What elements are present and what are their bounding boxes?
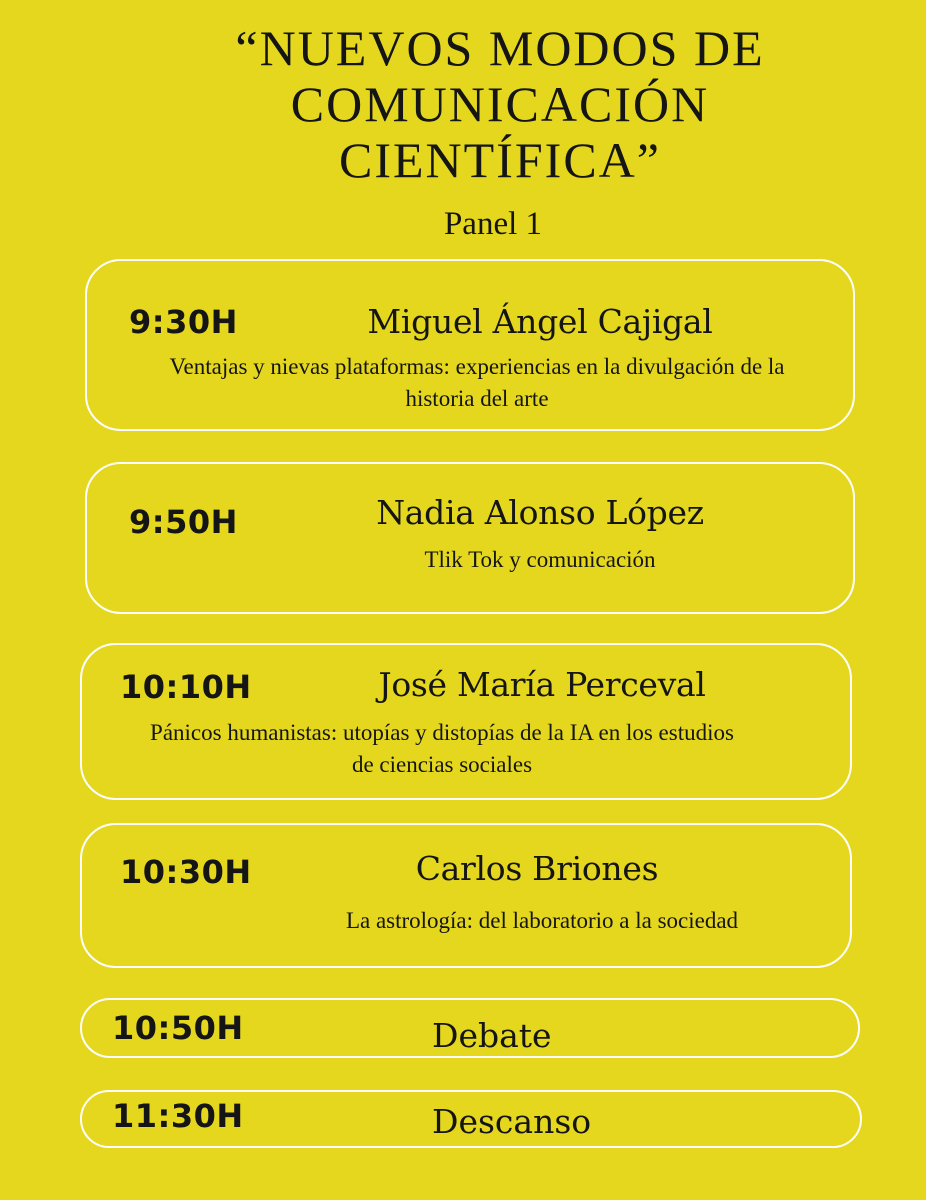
session-speaker: Carlos Briones xyxy=(415,849,659,888)
session-description-line-2: historia del arte xyxy=(405,386,549,411)
break-card xyxy=(80,1090,862,1148)
session-time: 9:30H xyxy=(129,303,238,341)
session-time: 11:30H xyxy=(112,1097,244,1135)
session-description: La astrología: del laboratorio a la sociedad xyxy=(345,908,739,933)
debate-label: Debate xyxy=(432,1016,552,1055)
session-time: 10:30H xyxy=(120,853,252,891)
session-card xyxy=(85,462,855,614)
session-speaker: Nadia Alonso López xyxy=(376,493,704,532)
session-description: Tlik Tok y comunicación xyxy=(424,547,656,572)
session-card xyxy=(80,823,852,968)
event-title xyxy=(190,20,810,188)
session-card xyxy=(80,643,852,800)
session-speaker: José María Perceval xyxy=(378,665,706,704)
session-description xyxy=(117,351,837,415)
session-description-line-2: de ciencias sociales xyxy=(351,752,533,777)
session-time: 10:50H xyxy=(112,1009,244,1047)
session-time: 9:50H xyxy=(129,503,238,541)
debate-card xyxy=(80,998,860,1058)
panel-label: Panel 1 xyxy=(443,206,543,242)
event-title-line-1: “NUEVOS MODOS DE xyxy=(235,20,765,76)
session-description-line-1: Pánicos humanistas: utopías y distopías de la IA en los estudios xyxy=(150,720,734,745)
break-label: Descanso xyxy=(432,1102,592,1141)
session-speaker: Miguel Ángel Cajigal xyxy=(367,302,713,341)
session-time: 10:10H xyxy=(120,668,252,706)
session-description-line-1: Ventajas y nievas plataformas: experiencias en la divulgación de la xyxy=(169,354,785,379)
session-description xyxy=(112,717,772,781)
session-card xyxy=(85,259,855,431)
event-title-line-2: COMUNICACIÓN xyxy=(290,76,710,132)
event-title-line-3: CIENTÍFICA” xyxy=(339,132,661,188)
